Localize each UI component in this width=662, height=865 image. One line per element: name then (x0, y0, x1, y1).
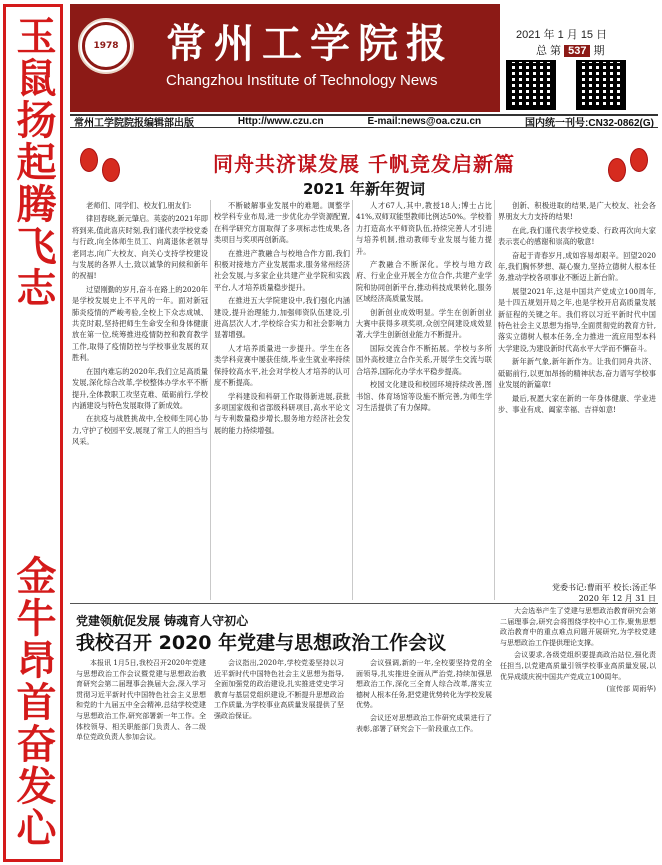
email-link[interactable]: E-mail:news@oa.czu.cn (367, 116, 482, 127)
logo-ring: 1978 (82, 22, 130, 70)
signature-block (520, 582, 656, 604)
website-link[interactable]: Http://www.czu.cn (237, 116, 324, 127)
banner-headline: 同舟共济谋发展 千帆竞发启新篇 (213, 152, 515, 176)
paragraph: 展望2021年,这是中国共产党成立100周年,是十四五规划开局之年,也是学校开启高质量发展新征程的关键之年。我们将以习近平新时代中国特色社会主义思想为指导,全面贯彻党的教育方针,落实立德树人根本任务,全力推进一流应用型本科大学建设,为建设新时代高水平大学而不懈奋斗。 (498, 286, 656, 353)
paragraph: 会议还对思想政治工作研究成果进行了表彰,部署了研究会下一阶段重点工作。 (356, 713, 492, 733)
paragraph: 过望刚勤的岁月,奋斗在路上的2020年是学校发展史上不平凡的一年。面对新冠肺炎疫情的严峻考验,全校上下众志成城、共克时艰,坚持把师生生命安全和身体健康放在第一位,统筹推进疫情防控和教育教学工作,取得了疫情防控与学校事业发展的双胜利。 (72, 284, 208, 363)
paragraph: 校园文化建设和校园环境持续改善,图书馆、体育场馆等设施不断完善,为师生学习生活提供了有力保障。 (356, 380, 492, 412)
newspaper-title: 常州工学院报 (166, 20, 454, 67)
issue-label: 总 第 (536, 45, 562, 57)
paragraph: 奋起于青春岁月,成如容易却艰辛。回望2020年,我们胸怀梦想、凝心聚力,坚持立德树人根本任务,推动学校各项事业不断迈上新台阶。 (498, 250, 656, 283)
slogan-column (3, 4, 63, 862)
slogan-line-1: 玉鼠扬起腾飞志 (10, 15, 56, 309)
issue-date: 2021 年 1 月 15 日 (516, 29, 608, 41)
paragraph: 学科建设和科研工作取得新进展,获批多项国家级和省部级科研项目,高水平论文与专利数量稳步增长,服务地方经济社会发展的能力持续增强。 (214, 391, 350, 435)
paragraph: 最后,祝愿大家在新的一年身体健康、学业进步、事业有成、阖家幸福、吉祥如意! (498, 393, 656, 414)
article-column-1 (76, 658, 206, 860)
article-column-2 (214, 658, 344, 860)
banner-subheadline: 2021 年新年贺词 (303, 180, 425, 198)
sign-date: 2020 年 12 月 31 日 (578, 594, 656, 603)
issn: 国内统一刊号:CN32-0862(G) (525, 118, 654, 129)
paragraph: 在推进五大学院建设中,我们强化内涵建设,提升治理能力,加强师资队伍建设,引进高层次人才,学校综合实力和社会影响力显著增强。 (214, 296, 350, 340)
paragraph: 创新、积极进取的结果,是广大校友、社会各界朋友大力支持的结果! (498, 201, 656, 222)
paragraph: 创新创业成效明显。学生在创新创业大赛中获得多项奖项,众创空间建设成效显著,大学生创新创业能力不断提升。 (356, 307, 492, 340)
article-headline: 我校召开 2020 年党建与思想政治工作会议 (76, 632, 447, 654)
article-column-3 (356, 658, 492, 860)
paragraph: 国际交流合作不断拓展。学校与多所国外高校建立合作关系,开展学生交流与联合培养,国际化办学水平稳步提高。 (356, 343, 492, 376)
address-column-4 (498, 200, 656, 580)
paragraph: 会议指出,2020年,学校党委坚持以习近平新时代中国特色社会主义思想为指导,全面加强党的政治建设,扎实推进党史学习教育与基层党组织建设,不断提升思想政治工作质量,为学校事业高质量发展提供了坚强政治保证。 (214, 659, 344, 720)
paragraph: 在此,我们谨代表学校党委、行政再次向大家表示衷心的感谢和崇高的敬意! (498, 225, 656, 247)
address-column-2 (214, 200, 350, 600)
column-divider (210, 200, 211, 600)
qr-code-icon (506, 60, 556, 110)
paragraph: 人才67人,其中,教授18人;博士占比41%,双师双能型教师比例达50%。学校着力打造高水平师资队伍,持续完善人才引进与培养机制,推动教师专业发展与能力提升。 (356, 201, 492, 256)
school-logo (78, 18, 134, 74)
qr-code-icon (576, 60, 626, 110)
headline-banner (70, 130, 658, 200)
paragraph: 老师们、同学们、校友们,朋友们: (86, 201, 192, 210)
slogan-line-2: 金牛昂首奋发心 (10, 555, 56, 849)
info-bar (70, 114, 658, 128)
paragraph: 不断破解事业发展中的难题。调整学校学科专业布局,进一步优化办学资源配置,在科学研究方面取得了多项标志性成果,各类项目与奖项再创新高。 (214, 201, 350, 245)
issue-number (536, 42, 662, 58)
paragraph: 本报讯 1月5日,我校召开2020年党建与思想政治工作会议暨党建与思想政治教育研究会第二届理事会换届大会,深入学习贯彻习近平新时代中国特色社会主义思想和党的十九届五中全会精神,总结学校党建与思想政治工作,研究部署新一年工作。全体校领导、相关职能部门负责人、各二级单位党政负责人参加会议。 (76, 659, 206, 742)
signature: 党委书记:曹雨平 校长:汤正华 (552, 583, 656, 592)
column-divider (352, 200, 353, 600)
publisher: 常州工学院院报编辑部出版 (74, 118, 194, 129)
paragraph: 产教融合不断深化。学校与地方政府、行业企业开展全方位合作,共建产业学院和协同创新平台,推动科技成果转化,服务区域经济高质量发展。 (356, 260, 492, 304)
paragraph: 律回春晓,新元肇启。英姿的2021年即将到来,值此喜庆时刻,我们谨代表学校党委与行政,向全体师生员工、向离退休老领导老同志,向广大校友、向关心支持学校建设与发展的各界人士,致以诚挚的问候和新年的祝福! (72, 214, 208, 281)
section-divider (70, 603, 658, 604)
newspaper-subtitle: Changzhou Institute of Technology News (166, 72, 438, 89)
issue-suffix: 期 (593, 45, 605, 57)
byline: (宣传部 周雨华) (606, 685, 656, 694)
column-divider (494, 200, 495, 600)
paragraph: 人才培养质量进一步提升。学生在各类学科竞赛中屡获佳绩,毕业生就业率持续保持较高水平,社会对学校人才培养的认可度不断提高。 (214, 343, 350, 388)
paragraph: 在国内难忘的2020年,我们立足高质量发展,深化综合改革,学校整体办学水平不断提升,全体教职工攻坚克难、砥砺前行,学校内涵建设与特色发展取得了新成效。 (72, 366, 208, 410)
article-column-4 (500, 606, 656, 860)
address-column-1 (72, 200, 208, 600)
article-kicker: 党建领航促发展 铸魂育人守初心 (76, 614, 249, 628)
paragraph: 在推进产教融合与校地合作方面,我们积极对接地方产业发展需求,服务常州经济社会发展,与多家企业共建产业学院和实践平台,人才培养质量稳步提升。 (214, 248, 350, 292)
issue-number-value: 537 (564, 45, 590, 57)
paragraph: 会议强调,新的一年,全校要坚持党的全面领导,扎实推进全面从严治党,持续加强思想政治工作,深化三全育人综合改革,落实立德树人根本任务,把党建优势转化为学校发展优势。 (356, 659, 492, 710)
address-column-3 (356, 200, 492, 600)
paragraph: 在抗疫与战胜挑战中,全校师生同心协力,守护了校园平安,展现了常工人的担当与风采。 (72, 414, 208, 447)
masthead (70, 4, 658, 116)
paragraph: 新年新气象,新年新作为。让我们同舟共济、砥砺前行,以更加昂扬的精神状态,奋力谱写学校事业发展的新篇章! (498, 357, 656, 390)
paragraph: 大会选举产生了党建与思想政治教育研究会第二届理事会,研究会将围绕学校中心工作,聚焦思想政治教育中的重点难点问题开展研究,为学校党建与思想政治工作提供理论支撑。 (500, 607, 656, 647)
masthead-band (70, 4, 500, 112)
paragraph: 会议要求,各级党组织要提高政治站位,强化责任担当,以党建高质量引领学校事业高质量发展,以优异成绩庆祝中国共产党成立100周年。 (500, 651, 656, 681)
